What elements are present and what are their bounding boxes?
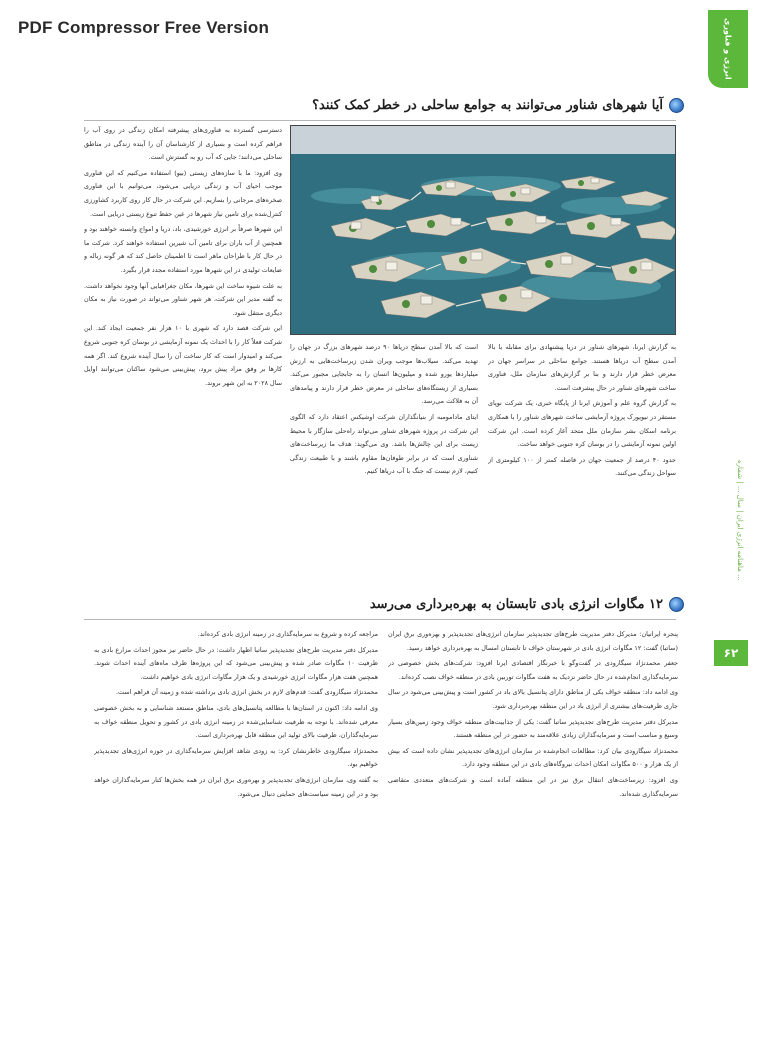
article2-title: ۱۲ مگاوات انرژی بادی تابستان به بهره‌برداری می‌رسد [369, 597, 663, 612]
paragraph: وی افزود: ما با سازه‌های زیستی (بیو) استفاده می‌کنیم که این فناوری موجب احیای آب و زندگی دریایی می‌شود، می‌توانیم با این فناوری صخره‌های مرجانی را بسازیم. این شرکت در حال کار روی کاربرد کشاورزی کنترل‌شده برای تامین نیاز شهرها در عین حفظ تنوع زیستی دریایی است. [84, 168, 282, 218]
side-strip [732, 400, 748, 640]
paragraph: جعفر محمدنژاد سیگارودی در گفت‌وگو با خبرنگار اقتصادی ایرنا افزود: شرکت‌های بخش خصوصی در سرمایه‌گذاری انجام‌شده در حال حاضر نزدیک به هفت مگاوات توربین بادی در منطقه خواف نصب کرده‌اند. [388, 659, 678, 681]
side-strip-label: ماهنامه انرژی ایران | سال ... | شماره ... [736, 459, 744, 581]
paragraph: مدیرکل دفتر مدیریت طرح‌های تجدیدپذیر ساتبا اظهار داشت: در حال حاضر نیز مجوز احداث مزارع بادی به ظرفیت ۱۰ مگاوات صادر شده و پیش‌بینی می‌شود که این پروژه‌ها ظرف ماه‌های آینده احداث شوند. همچنین هفت هزار مگاوات انرژی خورشیدی و یک هزار مگاوات انرژی بادی خواهیم داشت. [94, 645, 378, 681]
paragraph: وی ادامه داد: منطقه خواف یکی از مناطق دارای پتانسیل بالای باد در کشور است و پیش‌بینی می‌شود در سال جاری ظرفیت‌های بیشتری از انرژی باد در این منطقه بهره‌برداری شود. [388, 688, 678, 710]
paragraph: این شرکت قصد دارد که شهری با ۱۰ هزار نفر جمعیت ایجاد کند. این شرکت فعلاً کار را با احداث یک نمونه آزمایشی در بوسان کره جنوبی شروع می‌کند و امیدوار است که کار ساخت آن را سال آینده شروع کند. اگر همه کارها بر وفق مراد پیش برود، پیش‌بینی می‌شود ساکنان می‌توانند اوایل سال ۲۰۲۸ به این شهر بروند. [84, 324, 282, 387]
paragraph: این شهرها صرفاً بر انرژی خورشیدی، باد، دریا و امواج وابسته خواهند بود و همچنین از آب باران برای تامین آب شیرین استفاده خواهند کرد. شرکت ما در حال کار با طراحان ماهر است تا اطمینان حاصل کند که هر گونه زباله و ضایعات تولیدی در این شهرها مورد استفاده مجدد قرار بگیرد. [84, 225, 282, 274]
article1-title: آیا شهرهای شناور می‌توانند به جوامع ساحلی در خطر کمک کنند؟ [312, 98, 663, 113]
paragraph: به گزارش ایرنا، شهرهای شناور در دریا پیشنهادی برای مقابله با بالا آمدن سطح آب دریاها هستند. جوامع ساحلی در سراسر جهان در معرض خطر قرار دارند و بنا بر گزارش‌های سازمان ملل، فناوری ساخت شهرهای شناور در حال پیشرفت است. [488, 343, 676, 392]
paragraph: است که بالا آمدن سطح دریاها ۹۰ درصد شهرهای بزرگ در جهان را تهدید می‌کند. سیلاب‌ها موجب ویران شدن زیرساخت‌هایی به ارزش میلیاردها یورو شده و میلیون‌ها انسان را به جابجایی مجبور می‌کند. بسیاری از زیستگاه‌های ساحلی در معرض خطر قرار دارند و پیامدهای آن به فلاکت می‌رسد. [290, 343, 478, 406]
section-tab [708, 10, 748, 88]
paragraph: حدود ۴۰ درصد از جمعیت جهان در فاصله کمتر از ۱۰۰ کیلومتری از سواحل زندگی می‌کنند. [488, 455, 676, 478]
paragraph: مراجعه کرده و شروع به سرمایه‌گذاری در زمینه انرژی بادی کرده‌اند. [197, 630, 378, 638]
globe-bullet-icon [669, 98, 684, 113]
section-tab-label: انرژی و فناوری [723, 18, 733, 80]
paragraph: محمدنژاد سیگارودی بیان کرد: مطالعات انجام‌شده در سازمان انرژی‌های تجدیدپذیر نشان داده است که بیش از یک هزار و ۵۰۰ مگاوات امکان احداث نیروگاه‌های بادی در این منطقه وجود دارد. [388, 746, 678, 769]
paragraph: وی ادامه داد: اکنون در استان‌ها با مطالعه پتانسیل‌های بادی، مناطق مستعد شناسایی و به بخش خصوصی معرفی شده‌اند. با توجه به ظرفیت شناسایی‌شده در زمینه انرژی بادی در کشور و تحویل منطقه خواف به سرمایه‌گذاران، ظرفیت بالای تولید این منطقه قابل بهره‌برداری است. [94, 703, 378, 740]
floating-city-illustration [291, 126, 676, 335]
article2-column-right [388, 628, 678, 988]
paragraph: به گزارش گروه علم و آموزش ایرنا از پایگاه خبری، یک شرکت نوپای مستقر در نیویورک پروژه آزمایشی ساخت شهرهای شناور را با همکاری برنامه اسکان بشر سازمان ملل متحد آغاز کرده است. این شرکت اولین نمونه آزمایشی را در بوسان کره جنوبی خواهد ساخت. [488, 399, 676, 449]
watermark: PDF Compressor Free Version [18, 18, 270, 37]
article1-column-left [84, 124, 282, 594]
paragraph: به گفته وی، سازمان انرژی‌های تجدیدپذیر و بهره‌وری برق ایران در همه بخش‌ها کنار سرمایه‌گذاران خواهد بود و در این زمینه سیاست‌های حمایتی دنبال می‌شود. [94, 775, 378, 798]
globe-bullet-icon [669, 597, 684, 612]
paragraph: ایتای مادامومبه از بنیانگذاران شرکت اوشیکس اعتقاد دارد که الگوی این شرکت در پروژه شهرهای شناور می‌تواند راه‌حلی سازگار با محیط زیست برای این چالش‌ها باشد. وی می‌گوید: هدف ما زیرساخت‌های شناوری است که در برابر طوفان‌ها مقاوم باشند و با طبیعت زندگی کنیم، لازم نیست که جنگ با آب دریاها کنیم. [290, 412, 478, 476]
article1-headline [274, 98, 684, 113]
article1-column-middle [290, 341, 478, 589]
paragraph: دسترسی گسترده به فناوری‌های پیشرفته امکان زندگی در روی آب را فراهم کرده است و بسیاری از کارشناسان آن را آینده زندگی در مناطق ساحلی می‌دانند؛ جایی که آب رو به گسترش است. [84, 126, 282, 162]
article1-divider [84, 120, 676, 121]
paragraph: محمدنژاد سیگارودی گفت: قدم‌های لازم در بخش انرژی بادی برداشته شده و زمینه آن فراهم است. [115, 688, 378, 697]
floating-city-photo [290, 125, 676, 335]
article2-divider [84, 619, 676, 620]
paragraph: به علت شیوه ساخت این شهرها، مکان جغرافیایی آنها وجود نخواهد داشت. به گفته مدیر این شرکت، هر شهر شناور می‌تواند در صورت نیاز به مکان دیگری منتقل شود. [84, 281, 282, 317]
article2-headline [344, 597, 684, 612]
paragraph: محمدنژاد سیگارودی خاطرنشان کرد: به زودی شاهد افزایش سرمایه‌گذاری در حوزه انرژی‌های تجدیدپذیر خواهیم بود. [94, 746, 378, 769]
paragraph: پنجره ایرانیان: مدیرکل دفتر مدیریت طرح‌های تجدیدپذیر سازمان انرژی‌های تجدیدپذیر و بهره‌وری برق ایران (ساتبا) گفت: ۱۲ مگاوات انرژی بادی در شهرستان خواف تا تابستان امسال به بهره‌برداری خواهد رسید. [388, 630, 678, 652]
article2-column-left [94, 628, 378, 988]
paragraph: مدیرکل دفتر مدیریت طرح‌های تجدیدپذیر ساتبا گفت: یکی از جذابیت‌های منطقه خواف وجود زمین‌های بسیار وسیع و مناسب است و سرمایه‌گذاران زیادی علاقه‌مند به حضور در این منطقه هستند. [388, 717, 678, 740]
article1-column-right [488, 341, 676, 589]
page-number: ۶۲ [714, 640, 748, 666]
paragraph: وی افزود: زیرساخت‌های انتقال برق نیز در این منطقه آماده است و شرکت‌های متعددی متقاضی سرمایه‌گذاری شده‌اند. [388, 775, 678, 798]
